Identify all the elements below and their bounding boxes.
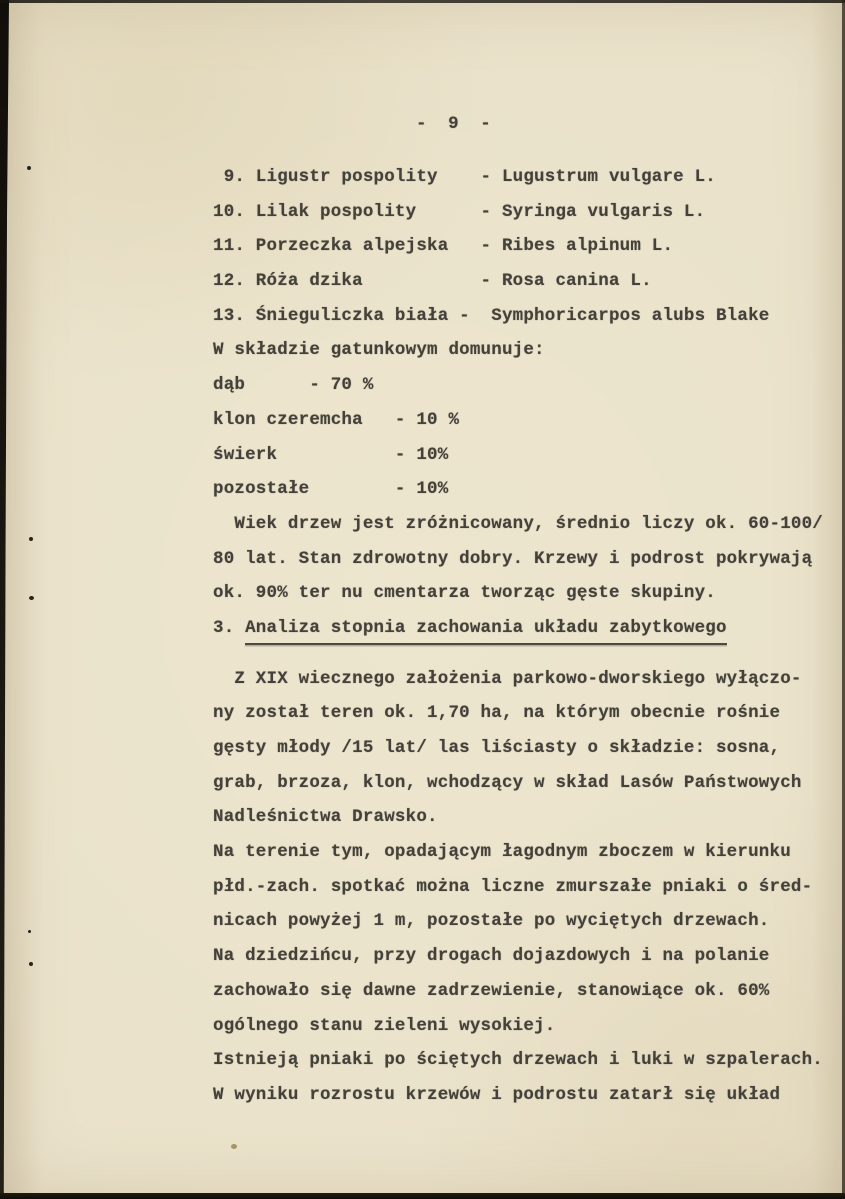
scan-edge-left [0, 0, 9, 1199]
paragraph-line: ogólnego stanu zieleni wysokiej. [213, 1015, 556, 1036]
species-list-item: 9. Ligustr pospolity - Lugustrum vulgare L. [213, 167, 716, 187]
paragraph-line: nicach powyżej 1 m, pozostałe po wyciętych drzewach. [213, 911, 770, 932]
scan-edge-bottom [0, 1193, 845, 1199]
paper-speck [29, 596, 34, 600]
paragraph-line: Z XIX wiecznego założenia parkowo-dworskiego wyłączo- [213, 668, 802, 689]
section-heading-line [213, 611, 843, 646]
composition-row: świerk - 10% [213, 444, 449, 465]
paragraph-line: Istnieją pniaki po ściętych drzewach i luki w szpalerach. [213, 1050, 823, 1071]
paper-speck [29, 537, 33, 541]
paper-speck [27, 166, 31, 170]
paragraph-line: ok. 90% ter nu cmentarza tworząc gęste skupiny. [213, 583, 716, 604]
paragraph-line: Wiek drzew jest zróżnicowany, średnio liczy ok. 60-100/ [213, 513, 823, 534]
species-list-item: 11. Porzeczka alpejska - Ribes alpinum L. [213, 236, 674, 257]
paragraph-line: Na terenie tym, opadającym łagodnym zboczem w kierunku [213, 842, 791, 863]
paper-speck [28, 930, 31, 933]
section-heading-number: 3. [213, 617, 246, 638]
typewritten-text-block [213, 160, 843, 1113]
paragraph-line: płd.-zach. spotkać można liczne zmurszałe pniaki o śred- [213, 876, 813, 897]
page-number: - 9 - [416, 114, 491, 134]
paper-speck [29, 962, 33, 966]
paragraph-line: 80 lat. Stan zdrowotny dobry. Krzewy i podrost pokrywają [213, 548, 813, 569]
paragraph-line: gęsty młody /15 lat/ las liściasty o składzie: sosna, [213, 738, 781, 758]
composition-row: pozostałe - 10% [213, 479, 449, 500]
composition-intro-line: W składzie gatunkowym domunuje: [213, 340, 545, 361]
paragraph-line: zachowało się dawne zadrzewienie, stanowiące ok. 60% [213, 980, 770, 1001]
composition-row: klon czeremcha - 10 % [213, 409, 460, 430]
composition-row: dąb - 70 % [213, 375, 374, 396]
scan-edge-top [0, 0, 845, 3]
species-list-item: 13. Śnieguliczka biała - Symphoricarpos alubs Blake [213, 305, 770, 326]
composition-table [213, 368, 843, 507]
paragraph-tree-age [213, 507, 843, 611]
paragraph-line: W wyniku rozrostu krzewów i podrostu zatarł się układ [213, 1084, 781, 1105]
paper-stain [231, 1144, 237, 1149]
paragraph-line: grab, brzoza, klon, wchodzący w skład Lasów Państwowych [213, 772, 802, 793]
paragraph-analysis [213, 662, 843, 1113]
paragraph-line: Nadleśnictwa Drawsko. [213, 807, 438, 828]
section-heading: Analiza stopnia zachowania układu zabytkowego [245, 618, 727, 645]
species-list-item: 10. Lilak pospolity - Syringa vulgaris L. [213, 201, 706, 222]
paragraph-line: Na dziedzińcu, przy drogach dojazdowych i na polanie [213, 946, 770, 967]
paragraph-line: ny został teren ok. 1,70 ha, na którym obecnie rośnie [213, 703, 781, 724]
section-gap [213, 646, 843, 662]
species-list [213, 160, 843, 333]
species-list-item: 12. Róża dzika - Rosa canina L. [213, 271, 652, 292]
